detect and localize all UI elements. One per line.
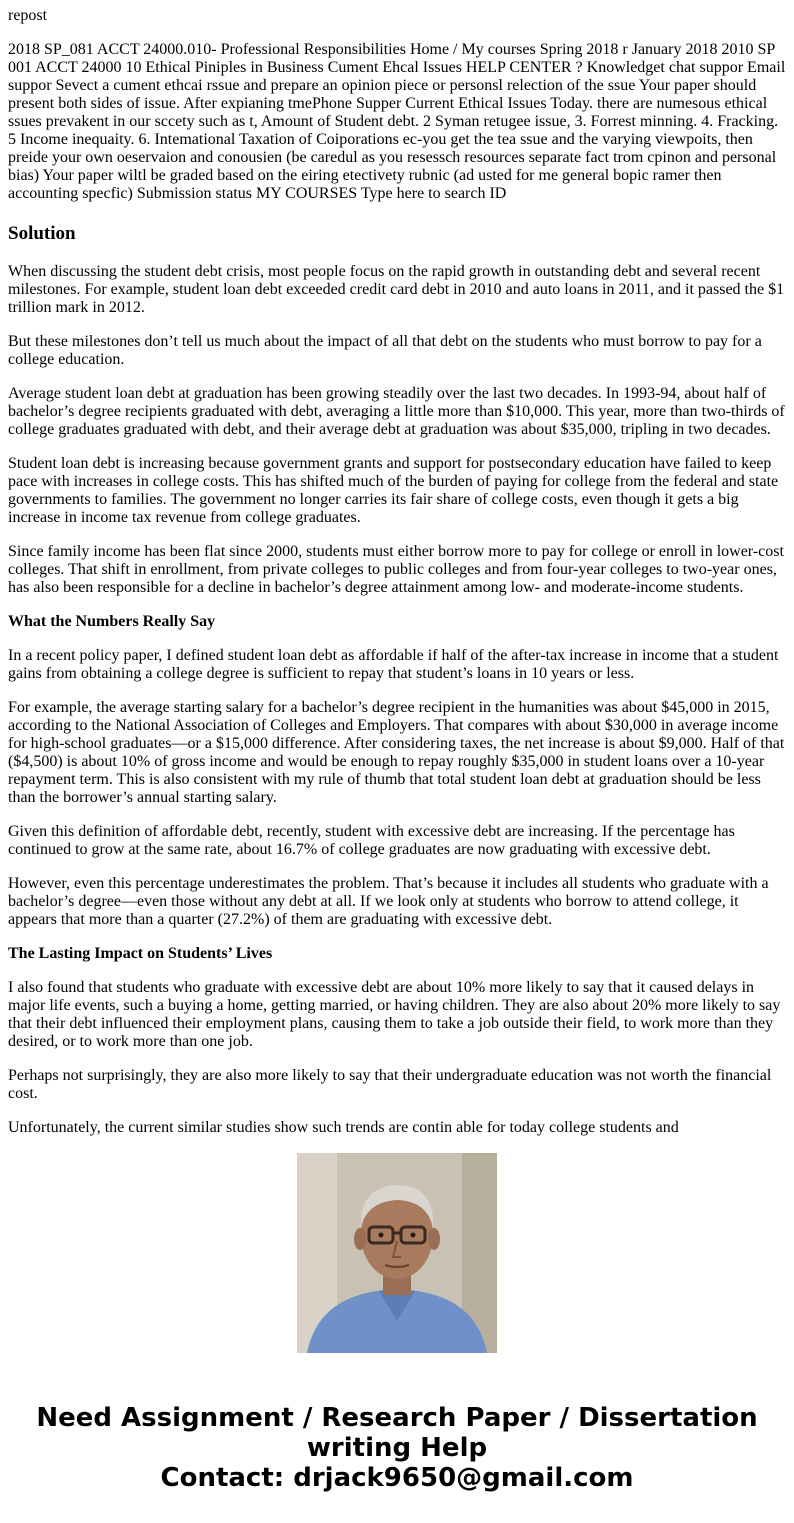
solution-paragraph: But these milestones don’t tell us much about the impact of all that debt on the students who must borrow to pay for a college education. <box>8 333 762 368</box>
document-content <box>8 0 786 1136</box>
solution-paragraph: However, even this percentage underestimates the problem. That’s because it includes all students who graduate with a bachelor’s degree—even those without any debt at all. If we look only at students who borrow to attend college, it appears that more than a quarter (27.2%) of them are graduating with excessive debt. <box>8 875 769 928</box>
solution-paragraph: Since family income has been flat since 2000, students must either borrow more to pay for college or enroll in lower-cost colleges. That shift in enrollment, from private colleges to public colleges and from four-year colleges to two-year ones, has also been responsible for a decline in bachelor’s degree attainment among low- and moderate-income students. <box>8 543 784 596</box>
repost-label: repost <box>8 7 48 24</box>
promo-line: writing Help <box>306 1433 488 1463</box>
solution-paragraph: I also found that students who graduate with excessive debt are about 10% more likely to say that it caused delays in major life events, such a buying a home, getting married, or having children. They are also about 20% more likely to say that their debt influenced their employment plans, causing them to take a job outside their field, to work more than they desired, or to work more than one job. <box>8 979 781 1050</box>
avatar <box>297 1153 497 1353</box>
question-text: 2018 SP_081 ACCT 24000.010- Professional Responsibilities Home / My courses Spring 2018 r January 2018 2010 SP 001 ACCT 24000 10 Ethical Piniples in Business Cument Ehcal Issues HELP CENTER ? Knowledget chat suppor Email suppor Sevect a cument ethcai rssue and prepare an opinion piece or personsl relection of the ssue Your paper should present both sides of issue. After expianing tmePhone Supper Current Ethical Issues Today. there are numesous ethical ssues prevakent in our sccety such as t, Amount of Student debt. 2 Syman retugee issue, 3. Forrest minning. 4. Fracking. 5 Income inequaity. 6. Intemational Taxation of Coiporations ec-you get the tea ssue and the varying viewpoits, then preide your own oeservaion and conousien (be caredul as you resessch resources separate fact trom cpinon and personal bias) Your paper wiltl be graded based on the eiring etectivety rubnic (ad usted for me general bopic ramer then accounting specfic) Submission status MY COURSES Type here to search ID <box>8 41 786 202</box>
promo-line: Need Assignment / Research Paper / Dissertation <box>36 1403 758 1433</box>
solution-paragraph: Given this definition of affordable debt, recently, student with excessive debt are increasing. If the percentage has continued to grow at the same rate, about 16.7% of college graduates are now graduating with excessive debt. <box>8 823 735 858</box>
solution-paragraph-cutoff: Unfortunately, the current similar studies show such trends are contin able for today college students and <box>8 1119 679 1136</box>
solution-paragraph: When discussing the student debt crisis, most people focus on the rapid growth in outstanding debt and several recent milestones. For example, student loan debt exceeded credit card debt in 2010 and auto loans in 2011, and it passed the $1 trillion mark in 2012. <box>8 263 785 316</box>
section-subheading: The Lasting Impact on Students’ Lives <box>8 945 273 962</box>
solution-paragraph: Perhaps not surprisingly, they are also more likely to say that their undergraduate education was not worth the financial cost. <box>8 1067 772 1102</box>
solution-heading: Solution <box>8 223 76 244</box>
section-subheading: What the Numbers Really Say <box>8 613 216 630</box>
solution-paragraph: Student loan debt is increasing because government grants and support for postsecondary education have failed to keep pace with increases in college costs. This has shifted much of the burden of paying for college from the federal and state governments to families. The government no longer carries its fair share of college costs, even though it gets a big increase in income tax revenue from college graduates. <box>8 455 779 526</box>
person-photo-icon <box>297 1153 497 1353</box>
solution-paragraph: Average student loan debt at graduation has been growing steadily over the last two decades. In 1993-94, about half of bachelor’s degree recipients graduated with debt, averaging a little more than $10,000. This year, more than two-thirds of college graduates graduated with debt, and their average debt at graduation was about $35,000, tripling in two decades. <box>8 385 785 438</box>
promo-contact: Contact: drjack9650@gmail.com <box>160 1463 634 1493</box>
solution-paragraph: In a recent policy paper, I defined student loan debt as affordable if half of the after-tax increase in income that a student gains from obtaining a college degree is sufficient to repay that student’s loans in 10 years or less. <box>8 647 779 682</box>
promo-banner <box>0 1403 794 1493</box>
solution-paragraph: For example, the average starting salary for a bachelor’s degree recipient in the humanities was about $45,000 in 2015, according to the National Association of Colleges and Employers. That compares with about $30,000 in average income for high-school graduates—or a $15,000 difference. After considering taxes, the net increase is about $9,000. Half of that ($4,500) is about 10% of gross income and would be enough to repay roughly $35,000 in student loans over a 10-year repayment term. This is also consistent with my rule of thumb that total student loan debt at graduation should be less than the borrower’s annual starting salary. <box>8 699 785 806</box>
